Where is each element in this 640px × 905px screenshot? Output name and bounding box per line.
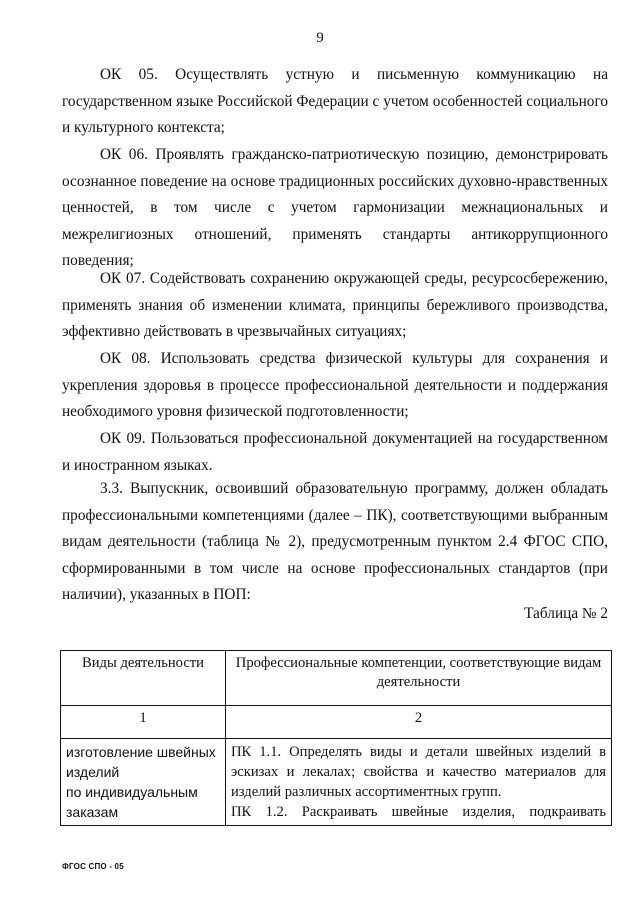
competencies-table xyxy=(60,650,612,826)
paragraph-ok06: ОК 06. Проявлять гражданско-патриотическую позицию, демонстрировать осознанное поведение на основе традиционных российских духовно-нравственных ценностей, в том числе с учетом гармонизации межнациональных и межрелигиозных отношений, применять стандарты антикоррупционного поведения; xyxy=(62,146,608,270)
header-activities: Виды деятельности xyxy=(61,651,226,706)
table-header-row xyxy=(61,651,612,706)
activity-line: по индивидуальным xyxy=(66,784,198,800)
page-number: 9 xyxy=(316,30,324,46)
activity-cell xyxy=(61,739,226,826)
paragraph-ok07: ОК 07. Содействовать сохранению окружающей среды, ресурсосбережению, применять знания об изменении климата, принципы бережливого производства, эффективно действовать в чрезвычайных ситуациях; xyxy=(62,270,608,341)
table-caption: Таблица № 2 xyxy=(524,605,608,622)
competency-pk-1-2: ПК 1.2. Раскраивать швейные изделия, подкраивать xyxy=(231,804,606,820)
competency-cell xyxy=(226,739,612,826)
table-number-row xyxy=(61,706,612,739)
competency-pk-1-1: ПК 1.1. Определять виды и детали швейных изделий в эскизах и лекалах; свойства и качество материалов для изделий различных ассортиментных групп. xyxy=(231,744,606,800)
footer-code: ФГОС СПО - 05 xyxy=(62,862,124,871)
activity-line: изделий xyxy=(66,764,120,780)
activity-line: заказам xyxy=(66,804,119,820)
header-competencies: Профессиональные компетенции, соответствующие видам деятельности xyxy=(226,651,612,706)
paragraph-ok08: ОК 08. Использовать средства физической культуры для сохранения и укрепления здоровья в процессе профессиональной деятельности и поддержания необходимого уровня физической подготовленности; xyxy=(62,350,608,421)
paragraph-3-3: 3.3. Выпускник, освоивший образовательную программу, должен обладать профессиональными компетенциями (далее – ПК), соответствующими выбранным видам деятельности (таблица № 2), предусмотренным пунктом 2.4 ФГОС СПО, сформированными в том числе на основе профессиональных стандартов (при наличии), указанных в ПОП: xyxy=(62,480,608,604)
column-number-2: 2 xyxy=(226,706,612,739)
paragraph-ok05: ОК 05. Осуществлять устную и письменную коммуникацию на государственном языке Российской Федерации с учетом особенностей социального и культурного контекста; xyxy=(62,66,608,137)
column-number-1: 1 xyxy=(61,706,226,739)
activity-line: изготовление швейных xyxy=(66,744,216,760)
paragraph-ok09: ОК 09. Пользоваться профессиональной документацией на государственном и иностранном языках. xyxy=(62,430,608,474)
table-row xyxy=(61,739,612,826)
